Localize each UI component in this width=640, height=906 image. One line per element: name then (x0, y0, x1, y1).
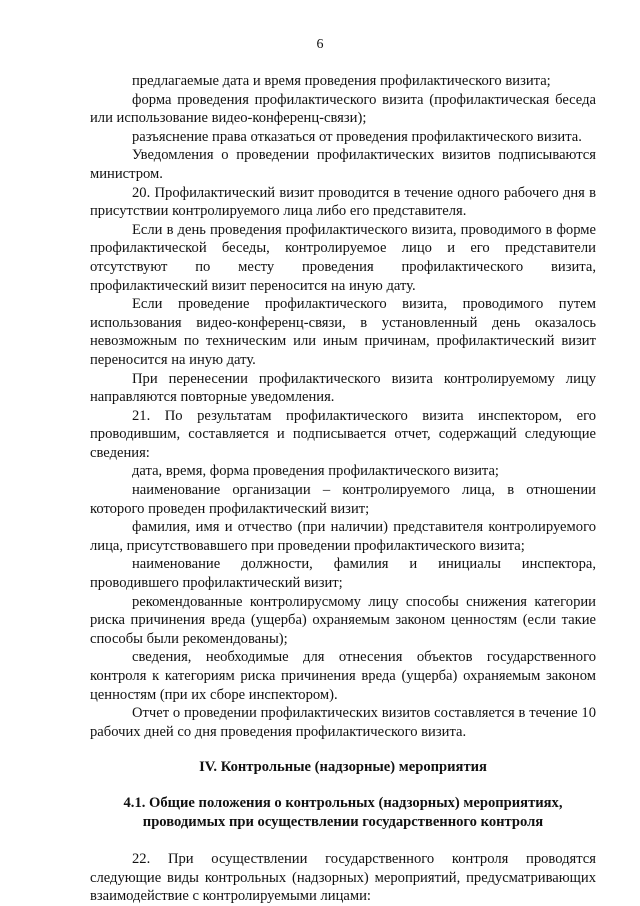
document-body (90, 72, 596, 906)
paragraph: Уведомления о проведении профилактических визитов подписываются министром. (90, 147, 596, 182)
paragraph: Если проведение профилактического визита, проводимого путем использования видео-конференц-связи, в установленный день оказалось невозможным по техническим или иным причинам, профилактический визит переносится на иную дату. (90, 296, 596, 368)
paragraph: 20. Профилактический визит проводится в течение одного рабочего дня в присутствии контролируемого лица либо его представителя. (90, 184, 596, 220)
paragraph: разъяснение права отказаться от проведения профилактического визита. (132, 128, 582, 145)
subsection-heading-line: проводимых при осуществлении государственного контроля (142, 813, 544, 830)
paragraph: Отчет о проведении профилактических визитов составляется в течение 10 рабочих дней со дня проведения профилактического визита. (90, 705, 596, 740)
paragraph: 21. По результатам профилактического визита инспектором, его проводившим, составляется и подписывается отчет, содержащий следующие сведения: (90, 407, 596, 461)
paragraph: При перенесении профилактического визита контролируемому лицу направляются повторные уведомления. (90, 370, 596, 406)
list-item: наименование организации – контролируемого лица, в отношении которого проведен профилактический визит; (90, 482, 596, 517)
paragraph: предлагаемые дата и время проведения профилактического визита; (132, 73, 551, 89)
list-item: фамилия, имя и отчество (при наличии) представителя контролируемого лица, присутствовавшего при проведении профилактического визита; (90, 519, 596, 554)
list-item: рекомендованные контролирусмому лицу способы снижения категории риска причинения вреда (ущерба) охраняемым законом ценностям (если такие способы были рекомендованы); (90, 593, 596, 647)
paragraph: 22. При осуществлении государственного контроля проводятся следующие виды контрольных (надзорных) мероприятий, предусматривающих взаимодействие с контролируемыми лицами: (90, 851, 596, 905)
list-item: наименование должности, фамилия и инициалы инспектора, проводившего профилактический визит; (90, 556, 596, 592)
section-heading: IV. Контрольные (надзорные) мероприятия (199, 759, 487, 776)
paragraph: Если в день проведения профилактического визита, проводимого в форме профилактической беседы, контролируемое лицо и его представители отсутствуют по месту проведения профилактического визита, профилактический визит переносится на иную дату. (90, 221, 596, 294)
list-item: дата, время, форма проведения профилактического визита; (132, 463, 499, 480)
subsection-heading-line: 4.1. Общие положения о контрольных (надзорных) мероприятиях, (123, 794, 563, 811)
subsection-heading (90, 794, 596, 831)
list-item: сведения, необходимые для отнесения объектов государственного контроля к категориям риска причинения вреда (ущерба) охраняемым законом ценностям (при их сборе инспектором). (90, 649, 596, 703)
page-number: 6 (316, 37, 324, 52)
paragraph: форма проведения профилактического визита (профилактическая беседа или использование видео-конференц-связи); (90, 91, 596, 127)
